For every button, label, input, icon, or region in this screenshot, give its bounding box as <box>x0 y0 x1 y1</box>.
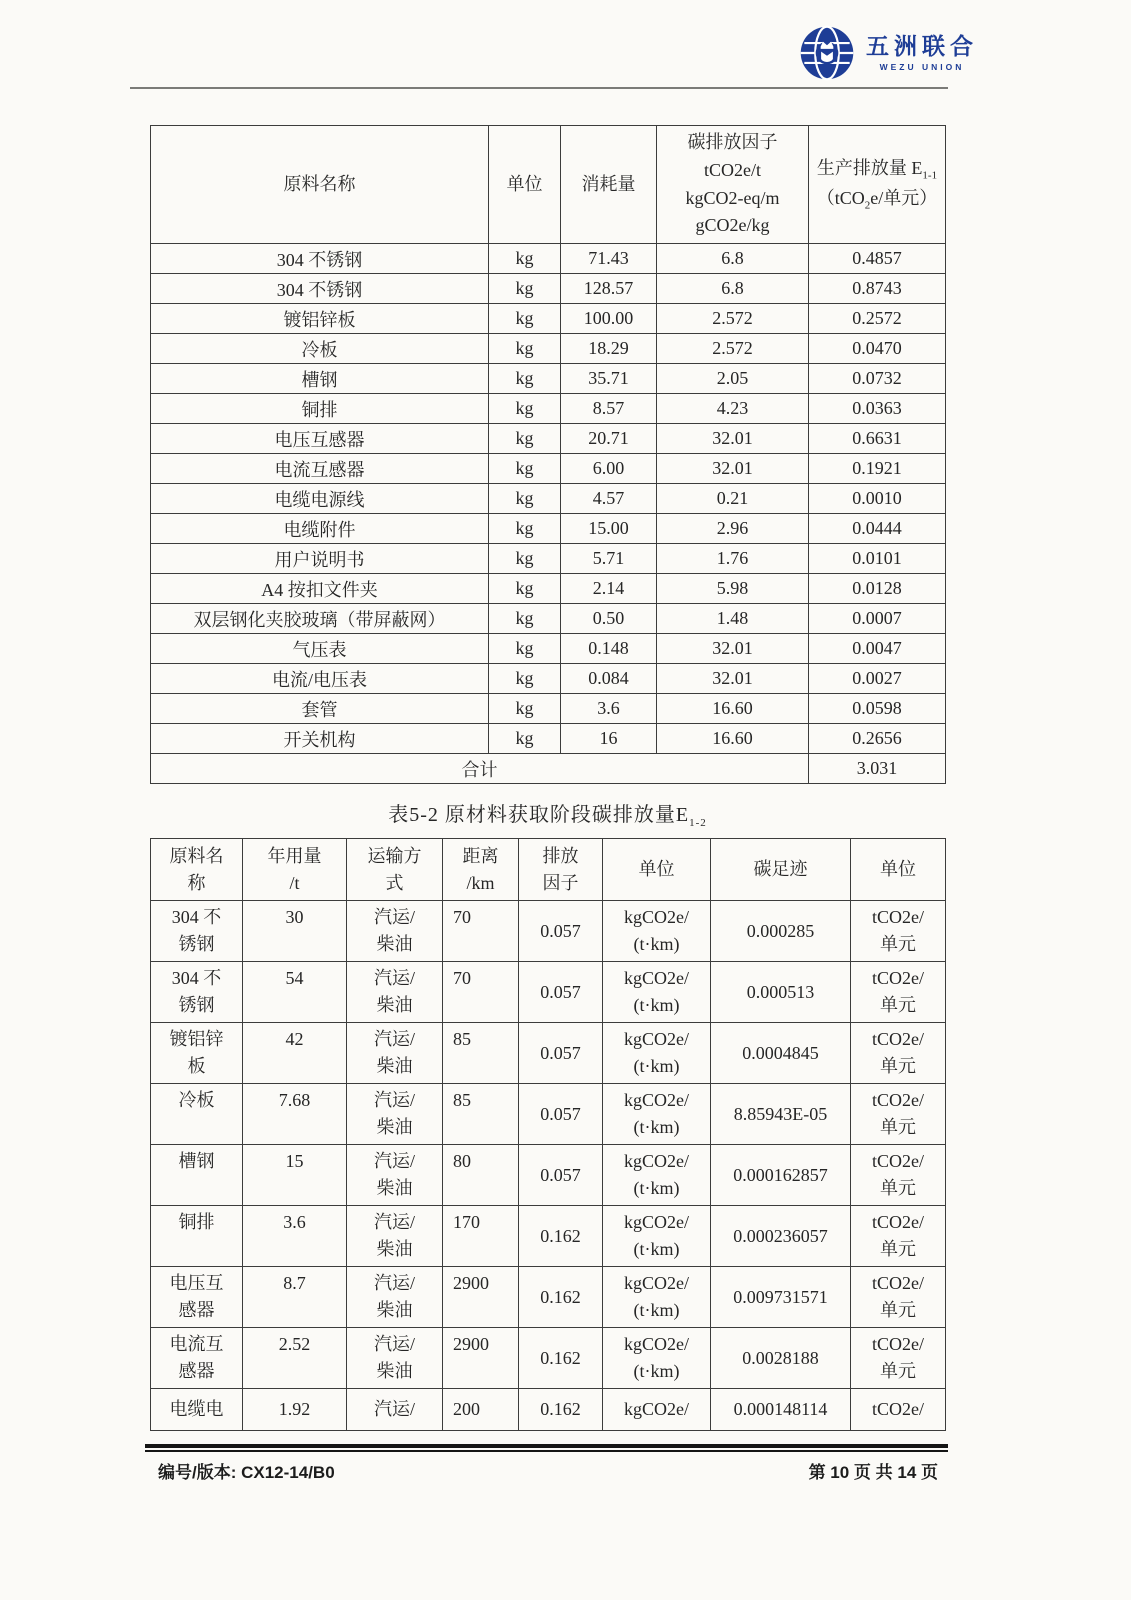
table-cell: 304 不 锈钢 <box>151 901 243 962</box>
table-cell: 用户说明书 <box>151 544 489 574</box>
table-cell: 汽运/ 柴油 <box>347 901 443 962</box>
table-cell: 0.0128 <box>809 574 946 604</box>
table-cell: 16.60 <box>657 694 809 724</box>
table-cell: 电压互感器 <box>151 424 489 454</box>
table2-body <box>151 901 946 1431</box>
table-cell: 汽运/ 柴油 <box>347 1267 443 1328</box>
table-cell: kgCO2e/ (t·km) <box>603 962 711 1023</box>
table-cell: 2900 <box>443 1267 519 1328</box>
table-cell: kg <box>489 274 561 304</box>
table-cell: kg <box>489 304 561 334</box>
table-cell: 2.96 <box>657 514 809 544</box>
table-cell: 0.057 <box>519 901 603 962</box>
table-caption: 表5-2 原材料获取阶段碳排放量$E_{1-2}$ <box>388 804 707 829</box>
col-header-production-emission <box>809 126 946 244</box>
table-cell: 32.01 <box>657 454 809 484</box>
table-cell: 6.00 <box>561 454 657 484</box>
doc-number-version: 编号/版本: CX12-14/B0 <box>158 1463 335 1482</box>
table-cell: 2.05 <box>657 364 809 394</box>
col-header-unit: 单位 <box>489 126 561 244</box>
col-header-material: 原料名 称 <box>151 839 243 901</box>
table-row <box>151 604 946 634</box>
table-cell: 0.2572 <box>809 304 946 334</box>
table-cell: kg <box>489 604 561 634</box>
table-cell: A4 按扣文件夹 <box>151 574 489 604</box>
table-cell: 汽运/ <box>347 1389 443 1431</box>
table-row <box>151 394 946 424</box>
col-header-unit: 单位 <box>851 839 946 901</box>
table-row <box>151 901 946 962</box>
table-cell: 7.68 <box>243 1084 347 1145</box>
table-cell: 开关机构 <box>151 724 489 754</box>
table-cell: 15.00 <box>561 514 657 544</box>
table-row <box>151 694 946 724</box>
total-label-cell: 合计 <box>151 754 809 784</box>
table-row <box>151 724 946 754</box>
brand-name-cn: 五洲联合 <box>866 32 978 59</box>
table-cell: 电流/电压表 <box>151 664 489 694</box>
table-cell: kg <box>489 634 561 664</box>
table-cell: kg <box>489 514 561 544</box>
table-cell: kgCO2e/ <box>603 1389 711 1431</box>
table-cell: 0.057 <box>519 962 603 1023</box>
table-row <box>151 484 946 514</box>
table-cell: kgCO2e/ (t·km) <box>603 1145 711 1206</box>
table-cell: 128.57 <box>561 274 657 304</box>
col-header-emission-factor <box>657 126 809 244</box>
table-cell: 85 <box>443 1084 519 1145</box>
table-cell: 电流互感器 <box>151 454 489 484</box>
table-cell: 3.6 <box>561 694 657 724</box>
table-cell: tCO2e/ 单元 <box>851 1328 946 1389</box>
table-cell: 2900 <box>443 1328 519 1389</box>
table-cell: 0.1921 <box>809 454 946 484</box>
table-cell: 槽钢 <box>151 1145 243 1206</box>
logo-text <box>866 34 978 72</box>
table-row <box>151 334 946 364</box>
table-cell: 0.000148114 <box>711 1389 851 1431</box>
table-cell: 4.23 <box>657 394 809 424</box>
table-cell: 30 <box>243 901 347 962</box>
table-cell: 0.000162857 <box>711 1145 851 1206</box>
table-cell: 0.057 <box>519 1023 603 1084</box>
table-row <box>151 274 946 304</box>
table-cell: 0.2656 <box>809 724 946 754</box>
table-cell: 0.162 <box>519 1328 603 1389</box>
table-cell: 0.162 <box>519 1267 603 1328</box>
table-cell: tCO2e/ 单元 <box>851 962 946 1023</box>
table-cell: kg <box>489 334 561 364</box>
table-row <box>151 962 946 1023</box>
table-cell: kg <box>489 694 561 724</box>
table-cell: kgCO2e/ (t·km) <box>603 901 711 962</box>
table-cell: kg <box>489 364 561 394</box>
table-row <box>151 664 946 694</box>
table-cell: 0.148 <box>561 634 657 664</box>
table-cell: 气压表 <box>151 634 489 664</box>
table-row <box>151 1206 946 1267</box>
table-cell: kgCO2e/ (t·km) <box>603 1267 711 1328</box>
table-cell: 冷板 <box>151 334 489 364</box>
table-cell: kgCO2e/ (t·km) <box>603 1023 711 1084</box>
table-cell: kg <box>489 484 561 514</box>
table-cell: 70 <box>443 901 519 962</box>
table-row <box>151 514 946 544</box>
table-cell: 2.572 <box>657 334 809 364</box>
col-header-material: 原料名称 <box>151 126 489 244</box>
table-cell: 铜排 <box>151 1206 243 1267</box>
table-cell: 2.52 <box>243 1328 347 1389</box>
table-row <box>151 1145 946 1206</box>
table-row <box>151 634 946 664</box>
table-cell: 0.0732 <box>809 364 946 394</box>
table-cell: 6.8 <box>657 274 809 304</box>
table-cell: tCO2e/ 单元 <box>851 901 946 962</box>
table-row <box>151 1023 946 1084</box>
table-cell: 双层钢化夹胶玻璃（带屏蔽网） <box>151 604 489 634</box>
col-header-unit: 单位 <box>603 839 711 901</box>
table-cell: kg <box>489 544 561 574</box>
table-cell: 0.0101 <box>809 544 946 574</box>
production-header-line2: （tCO$_2$e/单元） <box>816 187 938 212</box>
table-cell: 304 不 锈钢 <box>151 962 243 1023</box>
table1-body <box>151 244 946 754</box>
table-cell: 0.000236057 <box>711 1206 851 1267</box>
table-cell: 32.01 <box>657 424 809 454</box>
footer-divider <box>145 1444 948 1452</box>
table-cell: 2.14 <box>561 574 657 604</box>
table-cell: tCO2e/ 单元 <box>851 1267 946 1328</box>
table-cell: 铜排 <box>151 394 489 424</box>
table-cell: tCO2e/ 单元 <box>851 1145 946 1206</box>
table-cell: 0.21 <box>657 484 809 514</box>
table-cell: 0.162 <box>519 1389 603 1431</box>
table-cell: 8.7 <box>243 1267 347 1328</box>
globe-lion-logo-icon <box>798 24 856 82</box>
col-header-transport-mode: 运输方 式 <box>347 839 443 901</box>
table-cell: kg <box>489 454 561 484</box>
table-cell: 电缆电源线 <box>151 484 489 514</box>
table-cell: 电缆附件 <box>151 514 489 544</box>
table-header-row <box>151 839 946 901</box>
table-row <box>151 544 946 574</box>
table-row <box>151 574 946 604</box>
table-row <box>151 1389 946 1431</box>
table-cell: 6.8 <box>657 244 809 274</box>
table-cell: 2.572 <box>657 304 809 334</box>
factor-header-line: 碳排放因子 <box>687 131 778 152</box>
table-cell: kgCO2e/ (t·km) <box>603 1328 711 1389</box>
table-cell: 16 <box>561 724 657 754</box>
table-cell: 70 <box>443 962 519 1023</box>
table-cell: 170 <box>443 1206 519 1267</box>
page-footer <box>158 1458 938 1483</box>
table-cell: tCO2e/ 单元 <box>851 1023 946 1084</box>
material-transport-emissions-table <box>150 838 946 1431</box>
col-header-distance: 距离 /km <box>443 839 519 901</box>
table-cell: 80 <box>443 1145 519 1206</box>
table-cell: 0.0027 <box>809 664 946 694</box>
table-cell: kgCO2e/ (t·km) <box>603 1206 711 1267</box>
table-row <box>151 424 946 454</box>
table-cell: 71.43 <box>561 244 657 274</box>
table-cell: 0.0047 <box>809 634 946 664</box>
table-cell: 汽运/ 柴油 <box>347 1145 443 1206</box>
production-header-line1: 生产排放量 $E_{1-1}$ <box>816 157 938 182</box>
col-header-carbon-footprint: 碳足迹 <box>711 839 851 901</box>
table-cell: 汽运/ 柴油 <box>347 1084 443 1145</box>
table-cell: kg <box>489 394 561 424</box>
header-divider <box>130 87 948 89</box>
table-cell: 0.4857 <box>809 244 946 274</box>
factor-header-line: tCO2e/t <box>704 159 761 180</box>
table-row <box>151 1267 946 1328</box>
table-cell: 32.01 <box>657 634 809 664</box>
table-cell: kg <box>489 244 561 274</box>
table-cell: 汽运/ 柴油 <box>347 1023 443 1084</box>
table-cell: kg <box>489 664 561 694</box>
table-cell: tCO2e/ 单元 <box>851 1084 946 1145</box>
table-cell: 32.01 <box>657 664 809 694</box>
total-value-cell: 3.031 <box>809 754 946 784</box>
table-cell: 0.0470 <box>809 334 946 364</box>
table-row <box>151 1328 946 1389</box>
table-cell: tCO2e/ 单元 <box>851 1206 946 1267</box>
table-cell: 汽运/ 柴油 <box>347 1328 443 1389</box>
table-cell: 15 <box>243 1145 347 1206</box>
table-cell: 8.57 <box>561 394 657 424</box>
table-cell: 3.6 <box>243 1206 347 1267</box>
table-cell: 冷板 <box>151 1084 243 1145</box>
table-cell: 0.162 <box>519 1206 603 1267</box>
col-header-consumption: 消耗量 <box>561 126 657 244</box>
page-number: 第 10 页 共 14 页 <box>808 1463 938 1482</box>
table-cell: 0.0444 <box>809 514 946 544</box>
table-cell: 0.50 <box>561 604 657 634</box>
table-cell: 0.0010 <box>809 484 946 514</box>
table-cell: kg <box>489 574 561 604</box>
table-cell: 0.0363 <box>809 394 946 424</box>
table-cell: 0.009731571 <box>711 1267 851 1328</box>
table-cell: 1.92 <box>243 1389 347 1431</box>
table-cell: kg <box>489 424 561 454</box>
table-cell: 镀铝锌 板 <box>151 1023 243 1084</box>
table-cell: 0.084 <box>561 664 657 694</box>
table-cell: 0.0004845 <box>711 1023 851 1084</box>
table-cell: 18.29 <box>561 334 657 364</box>
table-cell: 槽钢 <box>151 364 489 394</box>
table-cell: 0.057 <box>519 1084 603 1145</box>
table-cell: 0.000513 <box>711 962 851 1023</box>
table-row <box>151 1084 946 1145</box>
table-cell: 54 <box>243 962 347 1023</box>
table-cell: 0.000285 <box>711 901 851 962</box>
table-cell: 0.0007 <box>809 604 946 634</box>
table-cell: 镀铝锌板 <box>151 304 489 334</box>
table-cell: 1.48 <box>657 604 809 634</box>
table-cell: 0.0028188 <box>711 1328 851 1389</box>
table-cell: 电压互 感器 <box>151 1267 243 1328</box>
table-cell: 0.057 <box>519 1145 603 1206</box>
table-cell: 304 不锈钢 <box>151 244 489 274</box>
table-cell: 0.6631 <box>809 424 946 454</box>
table-row <box>151 454 946 484</box>
table-cell: 电流互 感器 <box>151 1328 243 1389</box>
table-cell: 5.98 <box>657 574 809 604</box>
table-cell: 100.00 <box>561 304 657 334</box>
table-cell: 套管 <box>151 694 489 724</box>
table-cell: 汽运/ 柴油 <box>347 962 443 1023</box>
table-cell: 0.0598 <box>809 694 946 724</box>
col-header-annual-usage: 年用量 /t <box>243 839 347 901</box>
table-cell: 0.8743 <box>809 274 946 304</box>
table-row <box>151 364 946 394</box>
table-cell: 304 不锈钢 <box>151 274 489 304</box>
total-row <box>151 754 946 784</box>
factor-header-line: kgCO2-eq/m <box>685 187 780 208</box>
company-logo <box>798 24 978 82</box>
col-header-emission-factor: 排放 因子 <box>519 839 603 901</box>
table-header-row <box>151 126 946 244</box>
table-row <box>151 244 946 274</box>
table-cell: 42 <box>243 1023 347 1084</box>
table-cell: 85 <box>443 1023 519 1084</box>
table-cell: 1.76 <box>657 544 809 574</box>
table-row <box>151 304 946 334</box>
table-cell: 5.71 <box>561 544 657 574</box>
table-cell: 16.60 <box>657 724 809 754</box>
table-cell: 8.85943E-05 <box>711 1084 851 1145</box>
table-cell: tCO2e/ <box>851 1389 946 1431</box>
table-cell: 电缆电 <box>151 1389 243 1431</box>
table-cell: 200 <box>443 1389 519 1431</box>
production-emissions-table <box>150 125 946 784</box>
table-cell: kgCO2e/ (t·km) <box>603 1084 711 1145</box>
table-cell: 4.57 <box>561 484 657 514</box>
table-cell: 汽运/ 柴油 <box>347 1206 443 1267</box>
table-cell: kg <box>489 724 561 754</box>
brand-name-en: WEZU UNION <box>879 62 965 73</box>
table-cell: 35.71 <box>561 364 657 394</box>
factor-header-line: gCO2e/kg <box>695 215 770 236</box>
table-cell: 20.71 <box>561 424 657 454</box>
